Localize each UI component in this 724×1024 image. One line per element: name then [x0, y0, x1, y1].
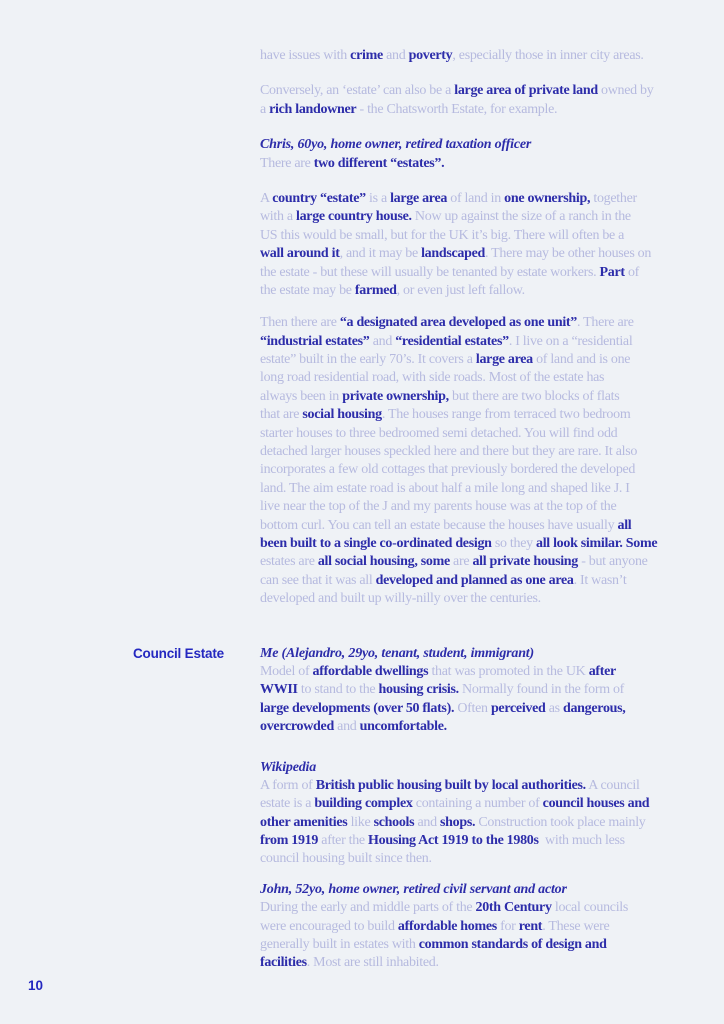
body-text: generally built in estates with [260, 937, 419, 953]
emphasized-text: building complex [314, 796, 413, 812]
body-text: after the [318, 833, 369, 849]
text-line [260, 954, 705, 972]
body-text: with a [260, 209, 297, 225]
body-text: - the Chatsworth Estate, for example. [356, 101, 558, 117]
body-text: - but anyone [578, 554, 648, 570]
body-text: Construction took place mainly [475, 814, 646, 830]
body-text: and [382, 48, 409, 63]
page-number: 10 [28, 978, 44, 993]
body-text: detached larger houses speckled here and there but they are rare. It also [260, 444, 638, 460]
text-line [260, 388, 705, 406]
body-text: . Most are still inhabited. [306, 955, 439, 971]
text-line [260, 333, 705, 351]
emphasized-text: all look similar. Some [536, 535, 658, 551]
body-text: A form of [260, 777, 316, 793]
body-text: the estate - but these will usually be tenanted by estate workers. [260, 264, 600, 280]
text-line [260, 795, 705, 813]
text-line [260, 681, 705, 699]
body-text: is a [365, 190, 391, 206]
text-line [260, 282, 705, 300]
text-line [260, 155, 705, 173]
text-line [260, 351, 705, 369]
body-text: land. The aim estate road is about half a mile long and shaped like J. I [260, 480, 630, 496]
emphasized-text: housing crisis. [378, 682, 459, 698]
text-line [260, 245, 705, 263]
emphasized-text: large area [475, 352, 533, 368]
body-text: can see that it was all [260, 572, 376, 588]
body-text: so they [491, 535, 537, 551]
body-text: , or even just left fallow. [396, 282, 525, 298]
body-text: . These were [542, 918, 610, 934]
paragraph-heading: Chris, 60yo, home owner, retired taxation officer [260, 137, 532, 153]
body-text: the estate may be [260, 282, 355, 298]
body-text: council housing built since then. [260, 851, 432, 867]
body-text: estate is a [260, 796, 315, 812]
body-text: During the early and middle parts of the [260, 900, 476, 916]
text-line [260, 517, 705, 535]
body-text: have issues with [260, 48, 351, 63]
text-line [260, 700, 705, 718]
text-line [260, 899, 705, 917]
body-text: Model of [260, 663, 313, 679]
body-text: of [624, 264, 640, 280]
text-line [260, 425, 705, 443]
text-line [260, 101, 705, 119]
body-text: and [369, 333, 396, 349]
text-line [260, 718, 705, 736]
body-text: local councils [551, 900, 629, 916]
paragraph-block [260, 47, 705, 65]
text-line [260, 47, 705, 65]
body-text: . There are [576, 315, 634, 331]
emphasized-text: landscaped [421, 246, 485, 262]
body-text: and [414, 814, 440, 830]
emphasized-text: dangerous, [563, 700, 626, 716]
paragraph-heading: John, 52yo, home owner, retired civil servant and actor [260, 881, 567, 897]
text-line [260, 208, 705, 226]
body-text: with much less [538, 833, 625, 849]
body-text: Often [454, 700, 491, 716]
emphasized-text: farmed [354, 282, 397, 298]
emphasized-text: council houses and [542, 796, 650, 812]
emphasized-text: private ownership, [342, 388, 449, 404]
body-text: were encouraged to build [260, 918, 398, 934]
text-line [260, 264, 705, 282]
body-text: US this would be small, but for the UK it’s big. There will often be a [260, 227, 625, 243]
emphasized-text: perceived [490, 700, 546, 716]
body-text: Normally found in the form of [458, 682, 625, 698]
body-text: that was promoted in the UK [428, 663, 589, 679]
body-text: bottom curl. You can tell an estate because the houses have usually [260, 517, 618, 533]
body-text: for [496, 918, 519, 934]
text-line [260, 832, 705, 850]
emphasized-text: social housing [302, 407, 382, 423]
emphasized-text: all [617, 517, 632, 533]
body-text: . It wasn’t [573, 572, 627, 588]
body-text: like [347, 814, 374, 830]
emphasized-text: “a designated area developed as one unit” [339, 315, 577, 331]
emphasized-text: developed and planned as one area [375, 572, 574, 588]
text-line [260, 850, 705, 868]
emphasized-text: Housing Act 1919 to the 1980s [368, 833, 539, 849]
emphasized-text: overcrowded [260, 719, 334, 735]
section-side-label: Council Estate [133, 645, 224, 661]
body-text: Now up against the size of a ranch in the [411, 209, 631, 225]
text-line [260, 590, 705, 608]
paragraph-heading: Me (Alejandro, 29yo, tenant, student, immigrant) [260, 645, 534, 661]
body-text: . The houses range from terraced two bedroom [381, 407, 631, 423]
emphasized-text: country “estate” [272, 190, 366, 206]
body-text: always been in [260, 388, 343, 404]
text-line [260, 227, 705, 245]
paragraph-block [260, 314, 705, 608]
emphasized-text: other amenities [260, 814, 348, 830]
body-text: owned by [597, 83, 654, 99]
body-text: of land in [447, 190, 505, 206]
emphasized-text: facilities [260, 955, 307, 971]
emphasized-text: shops. [440, 814, 476, 830]
emphasized-text: 20th Century [475, 900, 552, 916]
body-text: but there are two blocks of flats [448, 388, 620, 404]
emphasized-text: all private housing [472, 554, 578, 570]
text-line [260, 369, 705, 387]
body-text: estates are [260, 554, 318, 570]
body-text: . There may be other houses on [485, 246, 652, 262]
body-text: containing a number of [412, 796, 543, 812]
emphasized-text: one ownership, [504, 190, 591, 206]
body-text: starter houses to three bedroomed semi detached. You will find odd [260, 425, 618, 441]
emphasized-text: been built to a single co-ordinated design [260, 535, 492, 551]
text-line [260, 777, 705, 795]
text-line [260, 406, 705, 424]
text-line [260, 82, 705, 100]
text-line [260, 443, 705, 461]
emphasized-text: affordable homes [397, 918, 497, 934]
text-line [260, 190, 705, 208]
emphasized-text: WWII [260, 682, 298, 698]
body-text: of land and is one [532, 352, 631, 368]
body-text: to stand to the [297, 682, 379, 698]
text-line [260, 498, 705, 516]
text-line [260, 572, 705, 590]
emphasized-text: after [588, 663, 616, 679]
paragraph-block [260, 82, 705, 119]
emphasized-text: “residential estates” [395, 333, 509, 349]
text-line [260, 480, 705, 498]
emphasized-text: all social housing, some [317, 554, 450, 570]
emphasized-text: rent [518, 918, 543, 934]
emphasized-text: large country house. [296, 209, 412, 225]
emphasized-text: poverty [408, 48, 453, 63]
paragraph-block [260, 136, 705, 173]
body-text: Conversely, an ‘estate’ can also be a [260, 83, 455, 99]
paragraph-block [260, 190, 705, 300]
body-text: estate” built in the early 70’s. It covers a [260, 352, 476, 368]
text-line [260, 936, 705, 954]
paragraph-block [260, 881, 705, 973]
text-line [260, 663, 705, 681]
body-text: There are [260, 155, 314, 171]
emphasized-text: affordable dwellings [312, 663, 429, 679]
text-line [260, 461, 705, 479]
body-text: incorporates a few old cottages that previously bordered the developed [260, 462, 636, 478]
emphasized-text: Part [599, 264, 625, 280]
body-text: , and it may be [339, 246, 422, 262]
paragraph-heading: Wikipedia [260, 759, 317, 775]
emphasized-text: common standards of design and [418, 937, 607, 953]
body-text: are [449, 554, 473, 570]
text-line [260, 814, 705, 832]
text-line [260, 314, 705, 332]
body-text: long road residential road, with side roads. Most of the estate has [260, 370, 605, 386]
body-text: A [260, 190, 273, 206]
body-text: Then there are [260, 315, 340, 331]
text-line [260, 918, 705, 936]
body-text: live near the top of the J and my parents house was at the top of the [260, 499, 617, 515]
body-text: that are [260, 407, 303, 423]
body-text: A council [585, 777, 640, 793]
emphasized-text: uncomfortable. [359, 719, 447, 735]
paragraph-block [133, 645, 705, 737]
body-text: and [333, 719, 360, 735]
paragraph-block [260, 759, 705, 869]
body-text: , especially those in inner city areas. [452, 48, 644, 63]
emphasized-text: large developments (over 50 flats). [260, 700, 455, 716]
emphasized-text: large area of private land [454, 83, 598, 99]
emphasized-text: from 1919 [260, 833, 319, 849]
emphasized-text: wall around it [260, 246, 340, 262]
emphasized-text: crime [350, 48, 383, 63]
emphasized-text: large area [390, 190, 448, 206]
text-column [133, 47, 705, 973]
text-line [260, 553, 705, 571]
emphasized-text: British public housing built by local authorities. [315, 777, 586, 793]
body-text: . I live on a “residential [508, 333, 633, 349]
body-text: a [260, 101, 270, 117]
emphasized-text: two different “estates”. [313, 155, 445, 171]
text-line [260, 535, 705, 553]
body-text: as [545, 700, 563, 716]
body-text: together [590, 190, 637, 206]
body-text: developed and built up willy-nilly over the centuries. [260, 591, 541, 607]
emphasized-text: “industrial estates” [260, 333, 370, 349]
emphasized-text: schools [373, 814, 415, 830]
emphasized-text: rich landowner [269, 101, 357, 117]
